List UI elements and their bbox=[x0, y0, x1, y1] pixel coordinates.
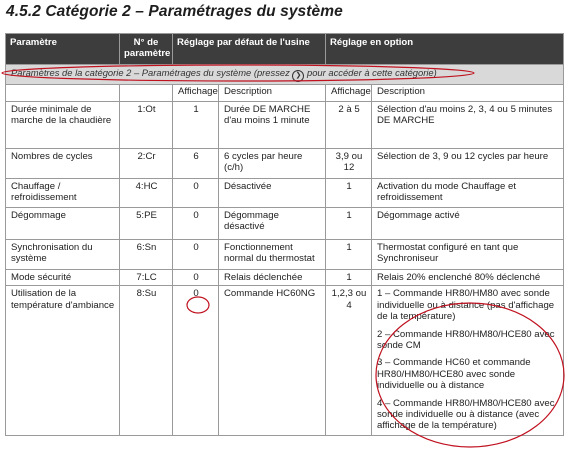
cell-defaut-description: Durée DE MARCHE d'au moins 1 minute bbox=[219, 102, 326, 149]
cell-option-description: Activation du mode Chauffage et refroidissement bbox=[372, 179, 564, 208]
table-row-last bbox=[6, 286, 564, 436]
cell-defaut-description: Fonctionnement normal du thermostat bbox=[219, 240, 326, 270]
cell-parametre: Mode sécurité bbox=[6, 270, 120, 286]
cell-parametre: Nombres de cycles bbox=[6, 149, 120, 179]
table-row bbox=[6, 270, 564, 286]
cell-defaut-description: Commande HC60NG bbox=[219, 286, 326, 436]
cell-parametre: Synchronisation du système bbox=[6, 240, 120, 270]
cell-option-description-list bbox=[372, 286, 564, 436]
table-row bbox=[6, 149, 564, 179]
cell-option-affichage: 1 bbox=[326, 270, 372, 286]
cell-option-description: Sélection de 3, 9 ou 12 cycles par heure bbox=[372, 149, 564, 179]
cell-parametre: Chauffage / refroidissement bbox=[6, 179, 120, 208]
cell-defaut-affichage: 6 bbox=[173, 149, 219, 179]
cell-parametre: Dégommage bbox=[6, 208, 120, 240]
subheader-empty-1 bbox=[6, 85, 120, 102]
cell-option-affichage: 1,2,3 ou 4 bbox=[326, 286, 372, 436]
table-row bbox=[6, 240, 564, 270]
category-text-after: pour accéder à cette catégorie) bbox=[307, 67, 437, 78]
cell-numero: 1:Ot bbox=[120, 102, 173, 149]
cell-defaut-affichage: 0 bbox=[173, 179, 219, 208]
subheader-row bbox=[6, 85, 564, 102]
option-line-3: 3 – Commande HC60 et commande HR80/HM80/HCE80 avec sonde individuelle ou à distance bbox=[377, 357, 531, 392]
cell-defaut-description: Désactivée bbox=[219, 179, 326, 208]
cell-numero: 4:HC bbox=[120, 179, 173, 208]
cell-option-affichage: 2 à 5 bbox=[326, 102, 372, 149]
cell-defaut-affichage: 0 bbox=[173, 270, 219, 286]
cell-numero: 8:Su bbox=[120, 286, 173, 436]
subheader-empty-2 bbox=[120, 85, 173, 102]
cell-defaut-affichage: 0 bbox=[173, 240, 219, 270]
header-usine: Réglage par défaut de l'usine bbox=[173, 34, 326, 65]
subheader-description-default: Description bbox=[219, 85, 326, 102]
table-row bbox=[6, 179, 564, 208]
category-cell bbox=[6, 65, 564, 85]
header-option: Réglage en option bbox=[326, 34, 564, 65]
cell-defaut-affichage: 0 bbox=[173, 208, 219, 240]
cell-numero: 7:LC bbox=[120, 270, 173, 286]
category-text-before: Paramètres de la catégorie 2 – Paramétrages du système (pressez bbox=[11, 67, 290, 78]
cell-parametre: Durée minimale de marche de la chaudière bbox=[6, 102, 120, 149]
parameters-table bbox=[5, 33, 564, 436]
cell-option-affichage: 3,9 ou 12 bbox=[326, 149, 372, 179]
cell-option-description: Relais 20% enclenché 80% déclenché bbox=[372, 270, 564, 286]
category-row bbox=[6, 65, 564, 85]
subheader-affichage-option: Affichage bbox=[326, 85, 372, 102]
cell-numero: 5:PE bbox=[120, 208, 173, 240]
subheader-description-option: Description bbox=[372, 85, 564, 102]
table-row bbox=[6, 102, 564, 149]
right-arrow-circle-icon: ❯ bbox=[292, 70, 304, 82]
section-title: 4.5.2 Catégorie 2 – Paramétrages du système bbox=[6, 3, 343, 20]
cell-parametre: Utilisation de la température d'ambiance bbox=[6, 286, 120, 436]
cell-option-affichage: 1 bbox=[326, 179, 372, 208]
option-line-1: 1 – Commande HR80/HM80 avec sonde individuelle ou à distance (pas d'affichage de la température) bbox=[377, 288, 555, 323]
subheader-affichage-default: Affichage bbox=[173, 85, 219, 102]
cell-option-description: Dégommage activé bbox=[372, 208, 564, 240]
cell-option-description: Thermostat configuré en tant que Synchroniseur bbox=[372, 240, 564, 270]
header-numero: N° de paramètre bbox=[120, 34, 173, 65]
cell-numero: 2:Cr bbox=[120, 149, 173, 179]
cell-numero: 6:Sn bbox=[120, 240, 173, 270]
cell-defaut-affichage: 1 bbox=[173, 102, 219, 149]
table-row bbox=[6, 208, 564, 240]
cell-option-affichage: 1 bbox=[326, 208, 372, 240]
header-row bbox=[6, 34, 564, 65]
cell-defaut-affichage: 0 bbox=[173, 286, 219, 436]
cell-option-affichage: 1 bbox=[326, 240, 372, 270]
option-line-4: 4 – Commande HR80/HM80/HCE80 avec sonde individuelle ou à distance (avec affichage de la température) bbox=[377, 397, 555, 432]
header-parametre: Paramètre bbox=[6, 34, 120, 65]
cell-defaut-description: Dégommage désactivé bbox=[219, 208, 326, 240]
cell-defaut-description: 6 cycles par heure (c/h) bbox=[219, 149, 326, 179]
cell-option-description: Sélection d'au moins 2, 3, 4 ou 5 minutes DE MARCHE bbox=[372, 102, 564, 149]
option-line-2: 2 – Commande HR80/HM80/HCE80 avec sonde CM bbox=[377, 328, 555, 352]
cell-defaut-description: Relais déclenchée bbox=[219, 270, 326, 286]
